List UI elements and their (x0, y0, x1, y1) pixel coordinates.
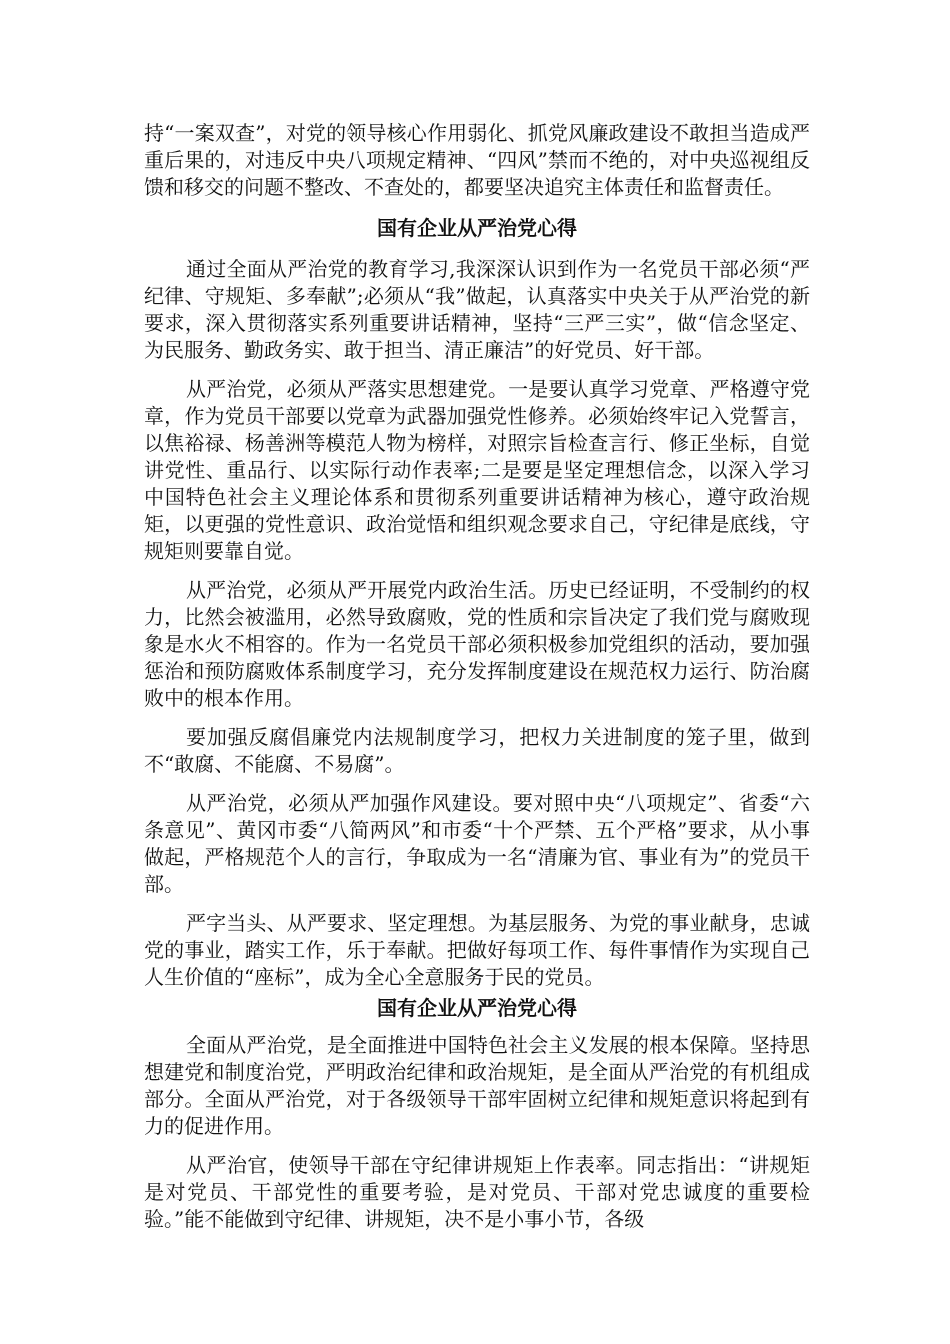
opening-paragraph: 持“一案双查”，对党的领导核心作用弱化、抓党风廉政建设不敢担当造成严重后果的，对违反中央八项规定精神、“四风”禁而不绝的，对中央巡视组反馈和移交的问题不整改、不查处的，都要坚决追究主体责任和监督责任。 (144, 121, 810, 199)
section-1-title: 国有企业从严治党心得 (377, 216, 577, 240)
section-1-paragraph-6: 严字当头、从严要求、坚定理想。为基层服务、为党的事业献身，忠诚党的事业，踏实工作，乐于奉献。把做好每项工作、每件事情作为实现自己人生价值的“座标”，成为全心全意服务于民的党员。 (144, 911, 810, 989)
document-page (144, 120, 810, 1233)
section-1-paragraph-3: 从严治党，必须从严开展党内政治生活。历史已经证明，不受制约的权力，比然会被滥用，必然导致腐败，党的性质和宗旨决定了我们党与腐败现象是水火不相容的。作为一名党员干部必须积极参加党组织的活动，要加强惩治和预防腐败体系制度学习，充分发挥制度建设在规范权力运行、防治腐败中的根本作用。 (144, 578, 810, 710)
section-1-paragraph-2: 从严治党，必须从严落实思想建党。一是要认真学习党章、严格遵守党章，作为党员干部要以党章为武器加强党性修养。必须始终牢记入党誓言，以焦裕禄、杨善洲等模范人物为榜样，对照宗旨检查言行、修正坐标，自觉讲党性、重品行、以实际行动作表率;二是要是坚定理想信念，以深入学习中国特色社会主义理论体系和贯彻系列重要讲话精神为核心，遵守政治规矩，以更强的党性意识、政治觉悟和组织观念要求自己，守纪律是底线，守规矩则要靠自觉。 (144, 377, 810, 563)
section-2-title: 国有企业从严治党心得 (377, 996, 577, 1020)
section-2-paragraph-2: 从严治官，使领导干部在守纪律讲规矩上作表率。同志指出：“讲规矩是对党员、干部党性的重要考验，是对党员、干部对党忠诚度的重要检验。”能不能做到守纪律、讲规矩，决不是小事小节，各级 (144, 1153, 810, 1231)
section-1-paragraph-4: 要加强反腐倡廉党内法规制度学习，把权力关进制度的笼子里，做到不“敢腐、不能腐、不易腐”。 (144, 725, 810, 776)
section-1-paragraph-5: 从严治党，必须从严加强作风建设。要对照中央“八项规定”、省委“六条意见”、黄冈市委“八简两风”和市委“十个严禁、五个严格”要求，从小事做起，严格规范个人的言行，争取成为一名“清廉为官、事业有为”的党员干部。 (144, 791, 810, 896)
section-1-paragraph-1: 通过全面从严治党的教育学习,我深深认识到作为一名党员干部必须“严纪律、守规矩、多奉献”;必须从“我”做起，认真落实中央关于从严治党的新要求，深入贯彻落实系列重要讲话精神，坚持“三严三实”，做“信念坚定、为民服务、勤政务实、敢于担当、清正廉洁”的好党员、好干部。 (144, 257, 810, 362)
section-2-paragraph-1: 全面从严治党，是全面推进中国特色社会主义发展的根本保障。坚持思想建党和制度治党，严明政治纪律和政治规矩，是全面从严治党的有机组成部分。全面从严治党，对于各级领导干部牢固树立纪律和规矩意识将起到有力的促进作用。 (144, 1033, 810, 1138)
